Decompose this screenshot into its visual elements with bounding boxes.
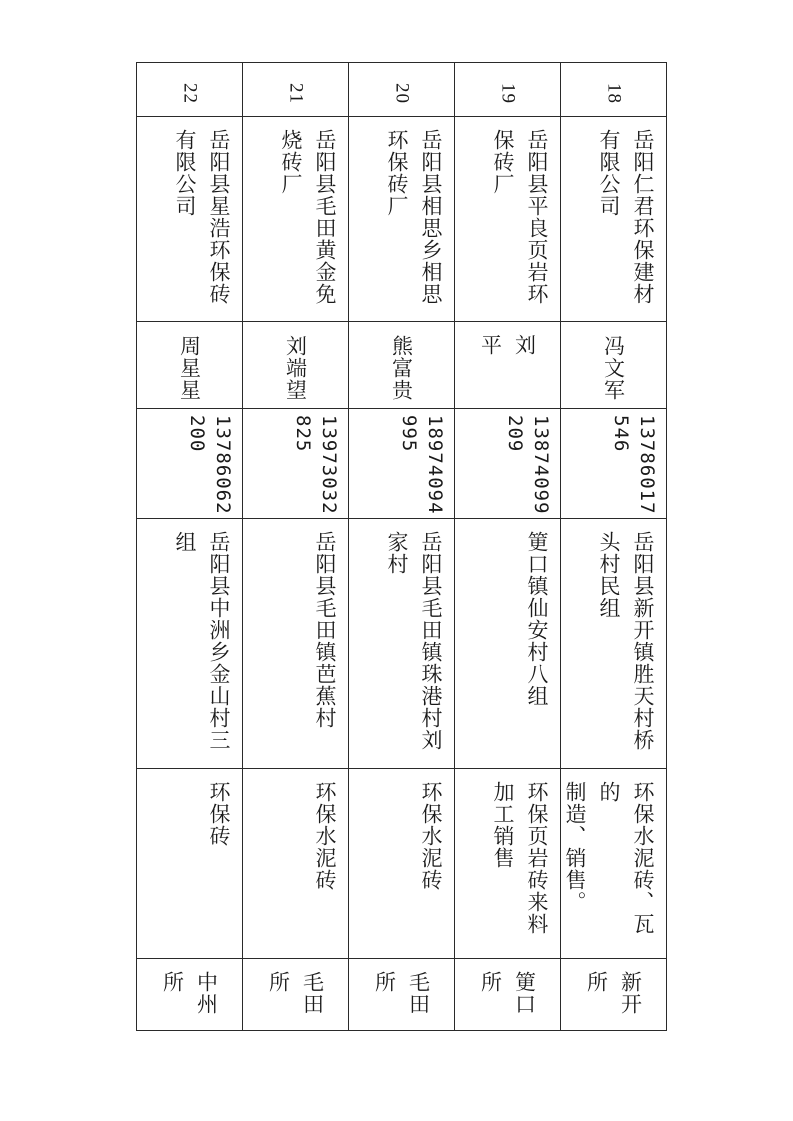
cell-company (349, 117, 455, 322)
cell-contact (243, 322, 349, 409)
phone-line: 13973032 (318, 415, 340, 515)
no-text (349, 77, 454, 110)
cell-address (455, 519, 561, 769)
product-line: 环保水泥砖 (419, 781, 443, 891)
office-text (455, 971, 560, 1024)
phone-text (473, 415, 554, 515)
no-text (137, 77, 242, 110)
field-row-contact (137, 322, 667, 409)
address-line: 岳阳县中洲乡金山村三 (207, 531, 231, 751)
address-line: 家村 (385, 531, 409, 575)
cell-office (349, 959, 455, 1031)
contact-text (349, 334, 454, 402)
no-line: 18 (603, 83, 625, 104)
cell-phone (455, 409, 561, 519)
address-line: 组 (173, 531, 197, 553)
product-line: 环保砖 (207, 781, 231, 847)
address-text (355, 531, 448, 762)
office-text (561, 971, 666, 1024)
product-text (563, 781, 660, 952)
address-line: 岳阳县毛田镇芭蕉村 (313, 531, 337, 729)
cell-office (561, 959, 667, 1031)
no-line: 22 (179, 83, 201, 104)
cell-company (455, 117, 561, 322)
phone-line: 546 (610, 415, 632, 453)
product-line: 加工销售 (491, 781, 515, 869)
cell-phone (349, 409, 455, 519)
product-text (249, 781, 342, 952)
enterprise-table (136, 62, 667, 1031)
contact-text (137, 334, 242, 402)
address-text (461, 531, 554, 762)
address-line: 头村民组 (597, 531, 621, 619)
phone-line: 995 (398, 415, 420, 453)
cell-office (243, 959, 349, 1031)
office-text (243, 971, 348, 1024)
company-line: 有限公司 (597, 129, 621, 217)
cell-no (137, 63, 243, 117)
product-text (143, 781, 236, 952)
field-row-no (137, 63, 667, 117)
cell-contact (455, 322, 561, 409)
field-row-phone (137, 409, 667, 519)
phone-line: 200 (186, 415, 208, 453)
address-line: 岳阳县毛田镇珠港村刘 (419, 531, 443, 751)
no-text (243, 77, 348, 110)
cell-company (561, 117, 667, 322)
cell-no (349, 63, 455, 117)
office-text (137, 971, 242, 1024)
phone-text (367, 415, 448, 515)
cell-product (243, 769, 349, 959)
product-line: 环保页岩砖来料 (525, 781, 549, 935)
no-line: 20 (391, 83, 413, 104)
phone-line: 13786017 (636, 415, 658, 515)
company-line: 岳阳县星浩环保砖 (207, 129, 231, 305)
field-row-company (137, 117, 667, 322)
company-line: 保砖厂 (491, 129, 515, 195)
phone-line: 209 (504, 415, 526, 453)
contact-line: 冯文军 (601, 335, 626, 401)
cell-address (243, 519, 349, 769)
address-line: 筻口镇仙安村八组 (525, 531, 549, 707)
company-line: 有限公司 (173, 129, 197, 217)
company-line: 岳阳仁君环保建材 (631, 129, 655, 305)
cell-phone (561, 409, 667, 519)
company-text (461, 129, 554, 315)
phone-line: 13874099 (530, 415, 552, 515)
phone-text (155, 415, 236, 515)
office-line: 筻口所 (478, 971, 537, 1015)
cell-address (349, 519, 455, 769)
phone-text (261, 415, 342, 515)
company-line: 岳阳县平良页岩环 (525, 129, 549, 305)
company-text (249, 129, 342, 315)
office-text (349, 971, 454, 1024)
contact-text (243, 334, 348, 402)
field-row-address (137, 519, 667, 769)
no-text (455, 77, 560, 110)
contact-line: 刘 平 (478, 334, 537, 356)
cell-no (243, 63, 349, 117)
cell-address (137, 519, 243, 769)
cell-phone (137, 409, 243, 519)
office-line: 中州所 (160, 971, 219, 1015)
cell-no (561, 63, 667, 117)
product-text (355, 781, 448, 952)
field-row-office (137, 959, 667, 1031)
cell-product (561, 769, 667, 959)
cell-company (243, 117, 349, 322)
contact-line: 熊富贵 (389, 335, 414, 401)
cell-office (455, 959, 561, 1031)
address-text (567, 531, 660, 762)
cell-address (561, 519, 667, 769)
cell-product (349, 769, 455, 959)
office-line: 毛田所 (266, 971, 325, 1015)
cell-contact (137, 322, 243, 409)
office-line: 毛田所 (372, 971, 431, 1015)
contact-text (455, 334, 560, 402)
company-line: 岳阳县相思乡相思 (419, 129, 443, 305)
cell-company (137, 117, 243, 322)
product-line: 环保水泥砖、瓦的 (597, 781, 655, 935)
address-line: 岳阳县新开镇胜天村桥 (631, 531, 655, 751)
contact-line: 周星星 (177, 335, 202, 401)
field-row-product (137, 769, 667, 959)
company-line: 环保砖厂 (385, 129, 409, 217)
phone-line: 18974094 (424, 415, 446, 515)
phone-line: 825 (292, 415, 314, 453)
company-line: 烧砖厂 (279, 129, 303, 195)
company-line: 岳阳县毛田黄金免 (313, 129, 337, 305)
no-line: 19 (497, 83, 519, 104)
address-text (249, 531, 342, 762)
contact-line: 刘端望 (283, 335, 308, 401)
cell-phone (243, 409, 349, 519)
address-text (143, 531, 236, 762)
office-line: 新开所 (584, 971, 643, 1015)
product-text (461, 781, 554, 952)
cell-contact (561, 322, 667, 409)
cell-no (455, 63, 561, 117)
no-text (561, 77, 666, 110)
product-line: 制造、销售。 (563, 781, 587, 913)
product-line: 环保水泥砖 (313, 781, 337, 891)
company-text (143, 129, 236, 315)
phone-text (579, 415, 660, 515)
cell-product (455, 769, 561, 959)
no-line: 21 (285, 83, 307, 104)
company-text (355, 129, 448, 315)
cell-office (137, 959, 243, 1031)
company-text (567, 129, 660, 315)
cell-product (137, 769, 243, 959)
contact-text (561, 334, 666, 402)
phone-line: 13786062 (212, 415, 234, 515)
cell-contact (349, 322, 455, 409)
